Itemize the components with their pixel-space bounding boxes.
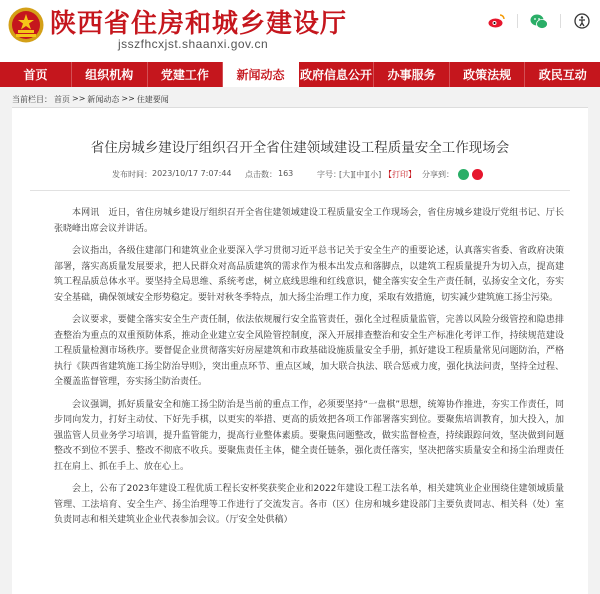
header-divider: [517, 14, 518, 28]
article-container: [12, 107, 588, 594]
article-paragraph: 会议强调，抓好质量安全和施工扬尘防治是当前的重点工作，必须要坚持“一盘棋”思想，统筹协作推进，夯实工作责任，同步同向发力，打好主动仗、下好先手棋，以更实的举措、更高的质效把各项工作部署落实到位。要聚焦培训教育，加大投入，加强监管人员业务学习培训，提升监管能力，提高行业整体素质。要聚焦问题整改，做实监督检查，持续跟踪问效，坚决做到问题整改不到位不罢手、整改不彻底不收兵。要聚焦责任主体，健全责任链条，强化责任落实，坚决把落实质量安全和扬尘治理责任扛在肩上、抓在手上、放在心上。: [54, 399, 564, 472]
font-size-medium[interactable]: [中]: [353, 170, 368, 179]
weibo-icon[interactable]: [486, 11, 506, 31]
nav-services[interactable]: 办事服务: [374, 62, 450, 87]
site-url: jsszfhcxjst.shaanxi.gov.cn: [118, 37, 269, 51]
header-divider: [560, 14, 561, 28]
nav-organization[interactable]: 组织机构: [72, 62, 148, 87]
nav-policy[interactable]: 政策法规: [450, 62, 526, 87]
article-title: 省住房城乡建设厅组织召开全省住建领域建设工程质量安全工作现场会: [90, 140, 510, 156]
site-header: [0, 0, 600, 62]
article-paragraph: 本网讯 近日，省住房城乡建设厅组织召开全省住建领域建设工程质量安全工作现场会，省住房城乡建设厅党组书记、厅长张晓峰出席会议并讲话。: [54, 208, 564, 234]
breadcrumb-category[interactable]: 住建要闻: [136, 95, 169, 104]
nav-gov-info[interactable]: 政府信息公开: [299, 62, 375, 87]
font-size-large[interactable]: [大]: [339, 170, 354, 179]
main-nav: [0, 62, 600, 87]
share-label: 分享到：: [422, 170, 454, 179]
article-paragraph: 会上，公布了2023年建设工程优质工程长安杯奖获奖企业和2022年建设工程工法名单，相关建筑业企业围绕住建领域质量管理、工法培育、安全生产、扬尘治理等工作进行了交流发言。各市（区）住房和城乡建设部门主要负责同志、相关科（处）室负责同志和相关建筑业企业代表参加会议。（厅安全处供稿）: [54, 484, 564, 525]
print-button[interactable]: 【打印】: [384, 170, 416, 179]
breadcrumb-news[interactable]: 新闻动态: [87, 95, 120, 104]
views-count: 163: [278, 169, 294, 178]
font-size-label: 字号：: [317, 170, 341, 179]
nav-news[interactable]: 新闻动态: [223, 62, 299, 87]
nav-party-building[interactable]: 党建工作: [148, 62, 224, 87]
share-wechat-icon[interactable]: [458, 169, 469, 180]
publish-time-label: 发布时间：: [112, 170, 152, 179]
article-meta: [12, 169, 588, 183]
site-title[interactable]: 陕西省住房和城乡建设厅: [50, 9, 348, 39]
wechat-icon[interactable]: [529, 11, 549, 31]
breadcrumb-label: 当前栏目：: [12, 95, 52, 104]
font-size-small[interactable]: [小]: [367, 170, 382, 179]
nav-home[interactable]: 首页: [0, 62, 72, 87]
nav-interaction[interactable]: 政民互动: [538, 68, 587, 82]
article-paragraph: 会议要求，要健全落实安全生产责任制，依法依规履行安全监管责任，强化全过程质量监管，完善以风险分级管控和隐患排查整治为重点的双重预防体系，推动企业建立安全风险管控制度，深入开展排查整治和安全生产标准化考评工作，持续规范建设工程质量检测市场秩序。要督促企业贯彻落实好房屋建筑和市政基础设施质量安全手册，抓好建设工程质量常见问题防治，严格执行《陕西省建筑施工扬尘防治导则》，突出重点环节、重点区域，加大联合执法、联合惩戒力度，强化执法问责，坚持全过程、全覆盖监督管理，夯实扬尘防治责任。: [54, 315, 564, 387]
share-weibo-icon[interactable]: [472, 169, 483, 180]
breadcrumb-separator: >>: [72, 94, 86, 103]
article-paragraph: 会议指出，各级住建部门和建筑业企业要深入学习贯彻习近平总书记关于安全生产的重要论述，认真落实省委、省政府决策部署，落实高质量发展要求，把人民群众对高品质建筑的需求作为根本出发点和落脚点，以建筑工程质量提升为切入点，提高建筑工程品质总体水平。要坚持全局思维、系统考虑，树立底线思维和红线意识，健全落实安全生产责任制，弘扬安全文化，夯实安全基础，确保领域安全形势稳定。要针对秋冬季特点，加大扬尘治理工作力度，采取有效措施，切实减少建筑施工扬尘污染。: [54, 246, 564, 303]
breadcrumb: [12, 94, 169, 105]
article-body: [54, 206, 564, 536]
national-emblem-icon[interactable]: [7, 5, 45, 45]
breadcrumb-separator: >>: [121, 94, 135, 103]
views-label: 点击数：: [245, 170, 277, 179]
accessibility-icon[interactable]: [572, 11, 592, 31]
breadcrumb-home[interactable]: 首页: [54, 95, 70, 104]
meta-divider: [30, 190, 570, 191]
publish-time: 2023/10/17 7:07:44: [152, 169, 232, 178]
social-links: [486, 11, 592, 31]
